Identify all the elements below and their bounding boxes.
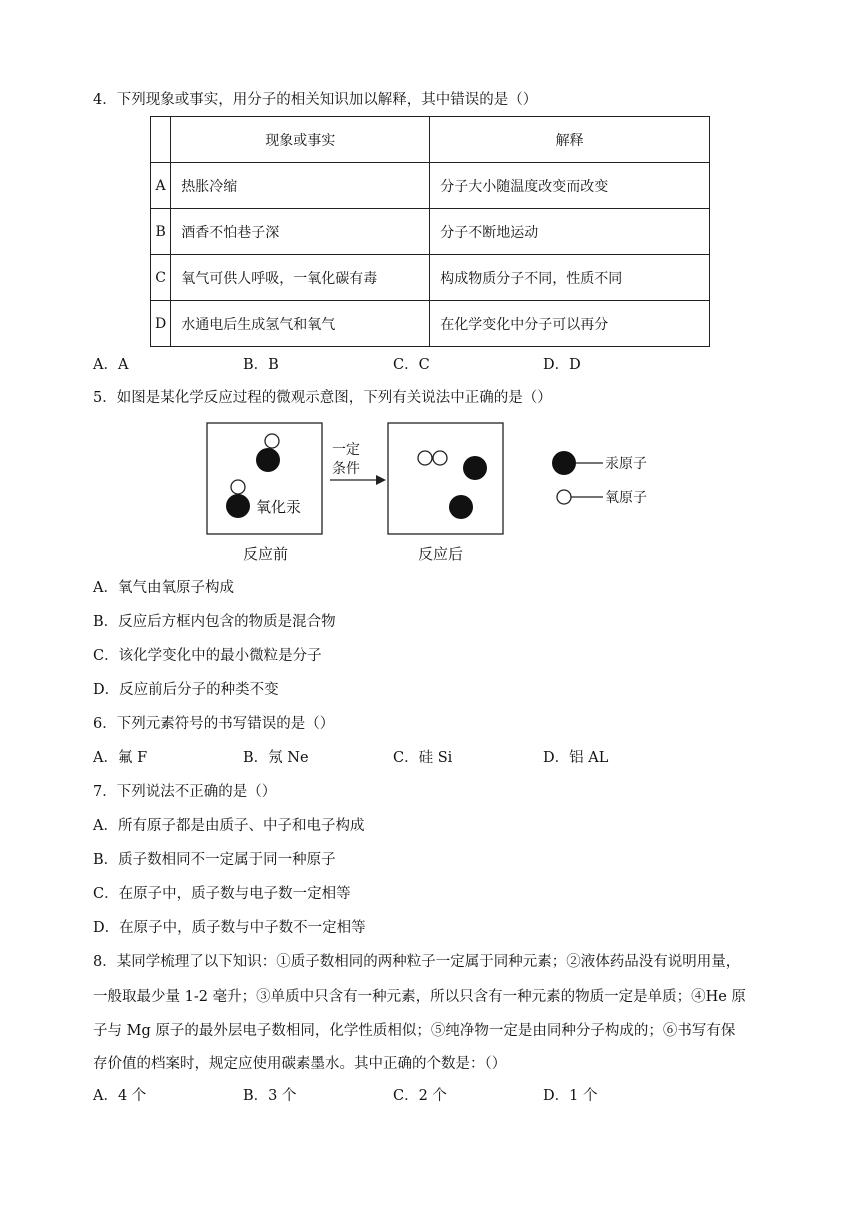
row-letter: A: [151, 163, 171, 209]
row-explain: 分子不断地运动: [430, 209, 710, 255]
mercury-atom: [256, 448, 280, 472]
table-row: [151, 209, 710, 255]
q8-stem-line-1: 8．某同学梳理了以下知识：①质子数相同的两种粒子一定属于同种元素；②液体药品没有说明用量，: [93, 954, 741, 970]
legend-mercury-icon: [552, 451, 576, 475]
q7-option-b[interactable]: B．质子数相同不一定属于同一种原子: [93, 852, 336, 868]
q4-option-b[interactable]: B．B: [243, 357, 279, 373]
oxygen-atom: [418, 451, 432, 465]
mercury-atom: [463, 456, 487, 480]
q5-option-a[interactable]: A．氧气由氧原子构成: [93, 580, 234, 596]
legend-oxygen-label: 氧原子: [605, 490, 647, 506]
q4-header-explain: 解释: [430, 117, 710, 163]
oxygen-atom: [265, 434, 279, 448]
row-explain: 分子大小随温度改变而改变: [430, 163, 710, 209]
table-row: [151, 301, 710, 347]
legend-oxygen-icon: [557, 490, 571, 504]
table-row: [151, 163, 710, 209]
q4-option-c[interactable]: C．C: [393, 357, 430, 373]
q8-stem-line-2: 一般取最少量 1-2 毫升；③单质中只含有一种元素，所以只含有一种元素的物质一定是单质；④He 原: [93, 989, 746, 1005]
q7-stem: 7．下列说法不正确的是（）: [93, 784, 277, 800]
q5-stem: 5．如图是某化学反应过程的微观示意图，下列有关说法中正确的是（）: [93, 390, 552, 406]
q6-option-b[interactable]: B．氖 Ne: [243, 750, 309, 766]
q4-stem: 4．下列现象或事实，用分子的相关知识加以解释，其中错误的是（）: [93, 92, 538, 108]
row-letter: D: [151, 301, 171, 347]
row-explain: 构成物质分子不同，性质不同: [430, 255, 710, 301]
q8-option-a[interactable]: A．4 个: [93, 1088, 147, 1104]
q8-stem-line-4: 存价值的档案时，规定应使用碳素墨水。其中正确的个数是：（）: [93, 1056, 507, 1072]
q8-option-d[interactable]: D．1 个: [543, 1088, 598, 1104]
legend-mercury-label: 汞原子: [605, 456, 647, 472]
row-fact: 热胀冷缩: [171, 163, 430, 209]
oxygen-atom: [231, 480, 245, 494]
q8-option-c[interactable]: C．2 个: [393, 1088, 447, 1104]
arrow-label-line1: 一定: [332, 442, 360, 458]
oxygen-atom: [433, 451, 447, 465]
q4-table-header-row: [151, 117, 710, 163]
row-fact: 水通电后生成氢气和氧气: [171, 301, 430, 347]
q5-option-c[interactable]: C．该化学变化中的最小微粒是分子: [93, 648, 322, 664]
molecule-label: 氧化汞: [256, 498, 302, 516]
mercury-atom: [226, 494, 250, 518]
before-caption: 反应前: [243, 545, 289, 563]
q6-option-d[interactable]: D．铝 AL: [543, 750, 609, 766]
q4-header-fact: 现象或事实: [171, 117, 430, 163]
row-letter: B: [151, 209, 171, 255]
row-fact: 氧气可供人呼吸，一氧化碳有毒: [171, 255, 430, 301]
mercury-atom: [449, 495, 473, 519]
q7-option-a[interactable]: A．所有原子都是由质子、中子和电子构成: [93, 818, 365, 834]
q8-option-b[interactable]: B．3 个: [243, 1088, 297, 1104]
reaction-diagram: [205, 420, 675, 566]
q7-option-d[interactable]: D．在原子中，质子数与中子数不一定相等: [93, 920, 366, 936]
arrow-head-icon: [376, 475, 386, 485]
q4-header-letter: [151, 117, 171, 163]
after-caption: 反应后: [418, 545, 464, 563]
q4-table: [150, 116, 710, 347]
row-letter: C: [151, 255, 171, 301]
q7-option-c[interactable]: C．在原子中，质子数与电子数一定相等: [93, 886, 351, 902]
q4-option-a[interactable]: A．A: [93, 357, 129, 373]
q6-stem: 6．下列元素符号的书写错误的是（）: [93, 716, 335, 732]
q5-option-d[interactable]: D．反应前后分子的种类不变: [93, 682, 279, 698]
table-row: [151, 255, 710, 301]
row-fact: 酒香不怕巷子深: [171, 209, 430, 255]
reaction-diagram-svg: [205, 420, 675, 566]
q8-stem-line-3: 子与 Mg 原子的最外层电子数相同，化学性质相似；⑤纯净物一定是由同种分子构成的；⑥书写有保: [93, 1023, 736, 1039]
row-explain: 在化学变化中分子可以再分: [430, 301, 710, 347]
q4-option-d[interactable]: D．D: [543, 357, 581, 373]
q6-option-c[interactable]: C．硅 Si: [393, 750, 453, 766]
arrow-label-line2: 条件: [332, 461, 360, 477]
q6-option-a[interactable]: A．氟 F: [93, 750, 148, 766]
q5-option-b[interactable]: B．反应后方框内包含的物质是混合物: [93, 614, 336, 630]
after-box: [388, 423, 503, 534]
